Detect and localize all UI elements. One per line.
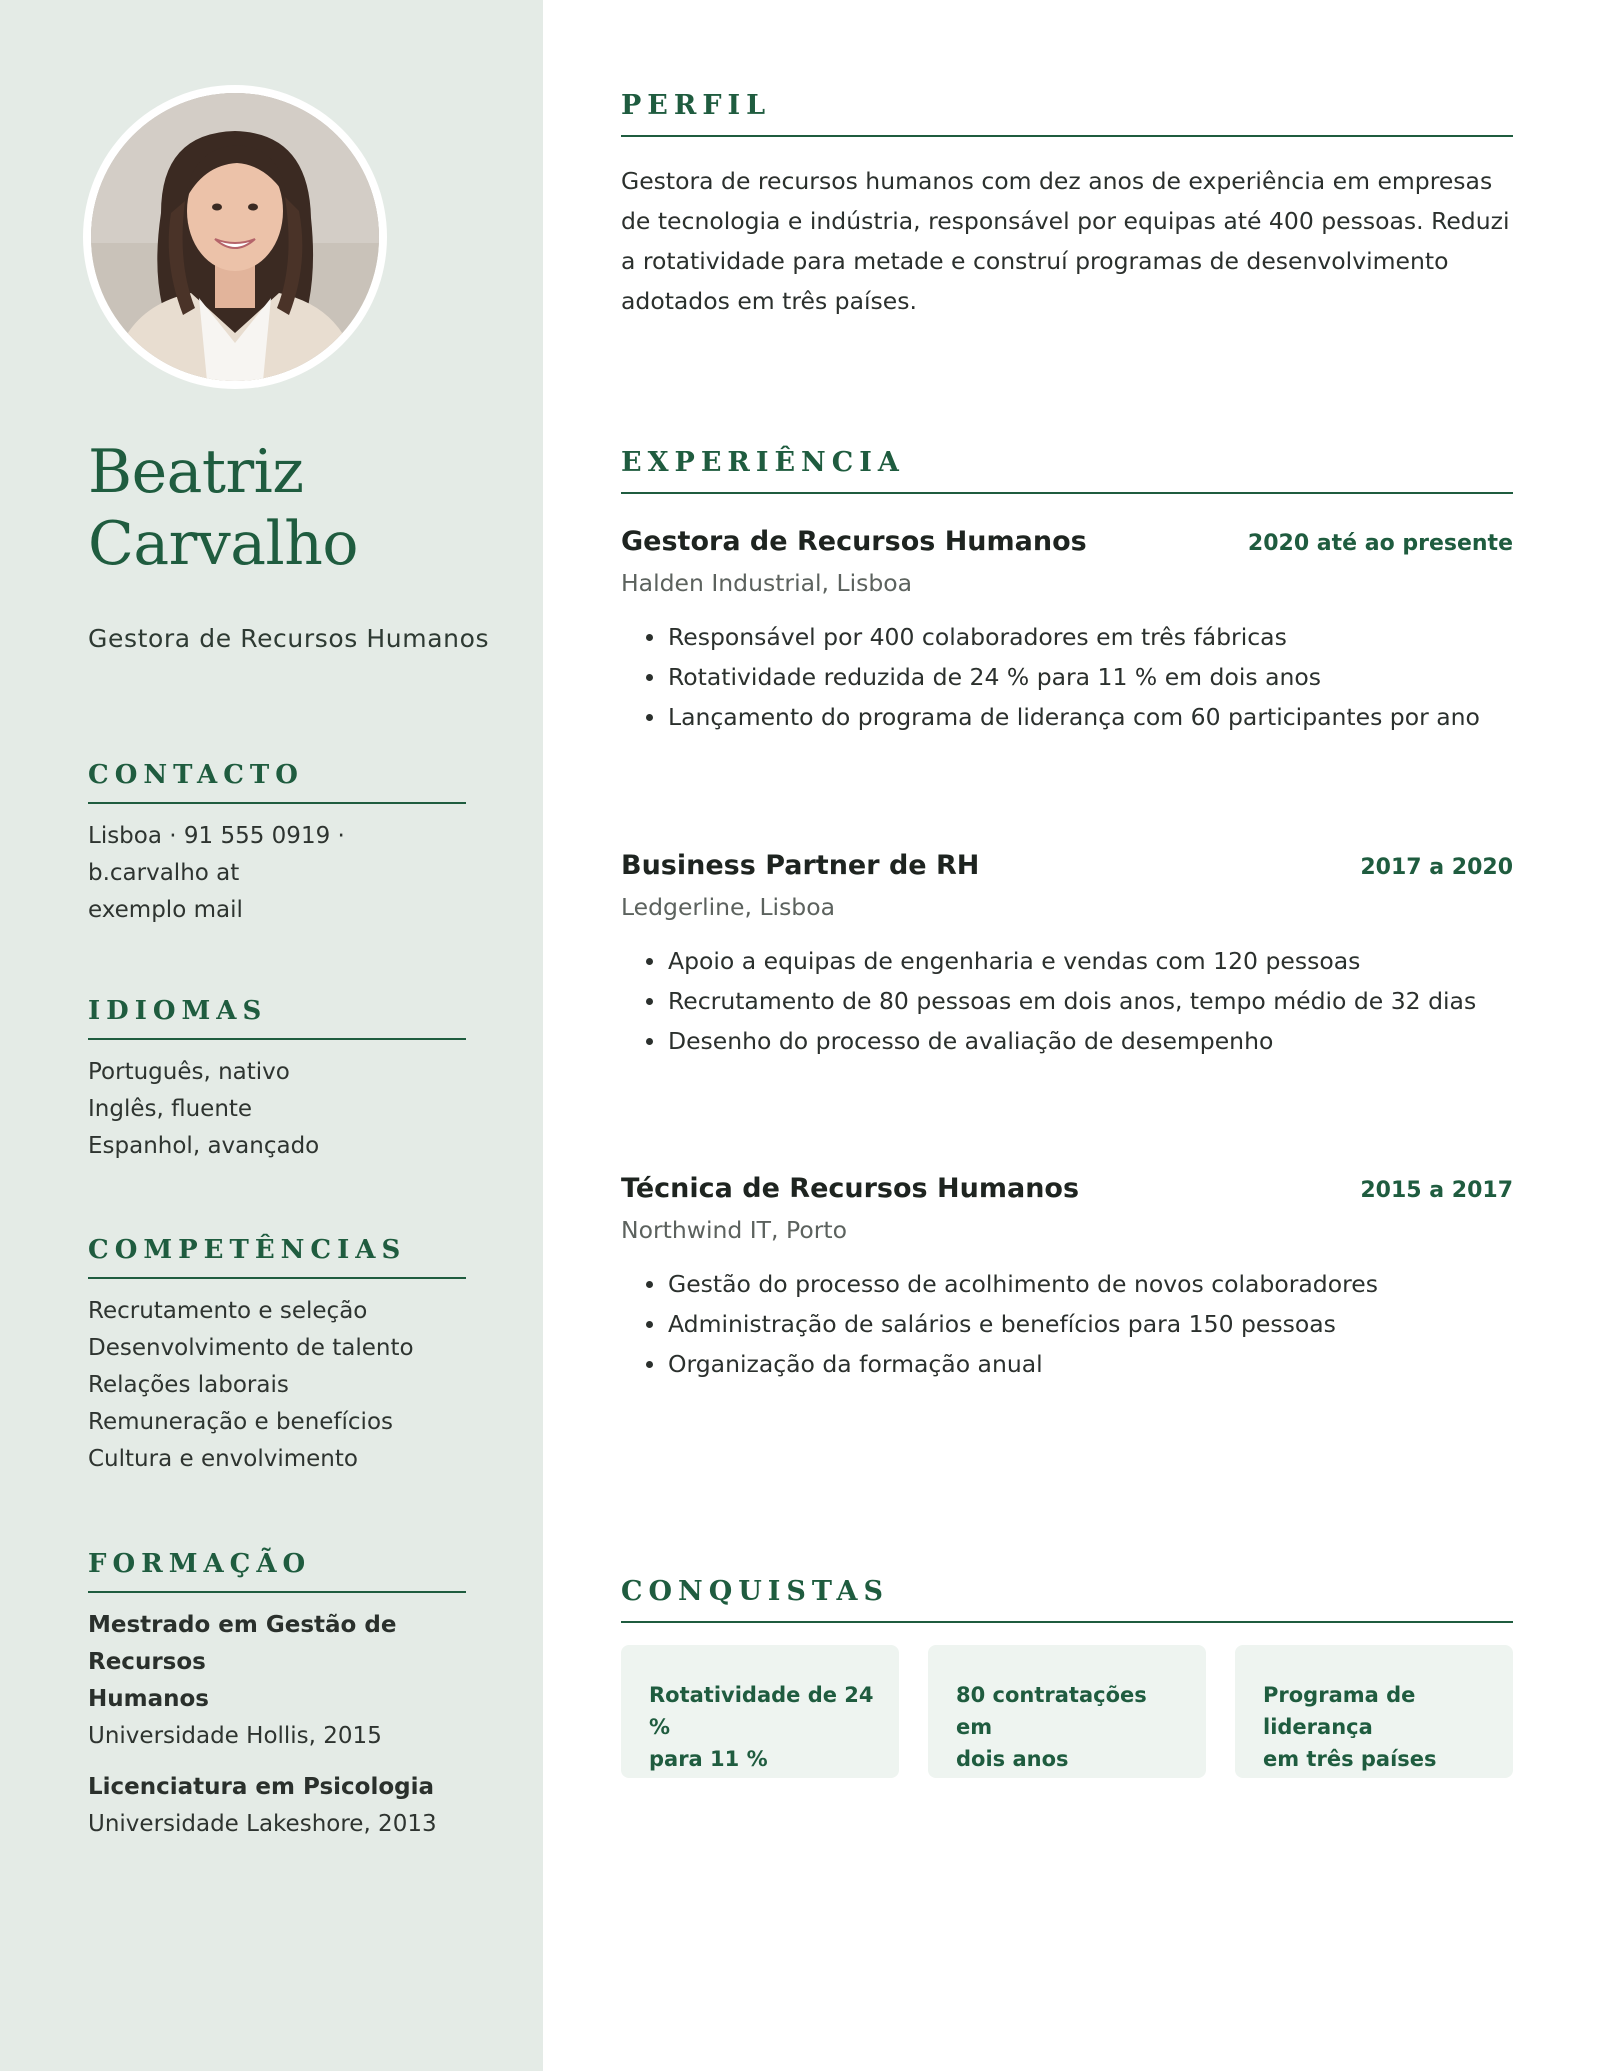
job-bullet: Recrutamento de 80 pessoas em dois anos, tempo médio de 32 dias [621,981,1513,1021]
job-entry [621,526,1513,737]
contact-body [88,818,466,929]
achievement-text: para 11 % [649,1747,768,1771]
degree-school: Universidade Hollis, 2015 [88,1723,382,1749]
job-dates: 2015 a 2017 [1360,1178,1513,1203]
education-heading: FORMAÇÃO [88,1549,466,1593]
job-company: Northwind IT, Porto [621,1216,847,1244]
job-bullet: Rotatividade reduzida de 24 % para 11 % em dois anos [621,657,1513,697]
achievements-heading: CONQUISTAS [621,1576,1513,1623]
sidebar [0,0,543,2071]
contact-line: Lisboa · 91 555 0919 · b.carvalho at [88,823,345,886]
languages-heading: IDIOMAS [88,996,466,1040]
profile-summary: Gestora de recursos humanos com dez anos de experiência em empresas de tecnologia e indústria, responsável por equipas até 400 pessoas. Reduzi a rotatividade para metade e construí programas de desenvolvimento adotados em três países. [621,167,1510,315]
job-title: Business Partner de RH [621,850,980,881]
achievement-text: Programa de liderança [1263,1683,1416,1739]
contact-line: exemplo mail [88,897,243,923]
job-company: Ledgerline, Lisboa [621,893,836,921]
achievements-section [621,1576,1513,1778]
candidate-role: Gestora de Recursos Humanos [88,624,490,653]
job-bullet: Desenho do processo de avaliação de desempenho [621,1021,1513,1061]
achievement-text: dois anos [956,1747,1069,1771]
languages-section [88,996,466,1165]
achievement-cards [621,1645,1513,1778]
job-bullets [621,1264,1513,1384]
job-bullet: Administração de salários e benefícios para 150 pessoas [621,1304,1513,1344]
job-bullet: Organização da formação anual [621,1344,1513,1384]
degree-school: Universidade Lakeshore, 2013 [88,1811,437,1837]
language-item: Inglês, fluente [88,1096,253,1122]
skill-item: Desenvolvimento de talento [88,1335,414,1361]
contact-heading: CONTACTO [88,760,466,804]
skills-list [88,1293,466,1478]
job-title: Técnica de Recursos Humanos [621,1173,1080,1204]
achievement-card [621,1645,899,1778]
skills-section [88,1235,466,1478]
skill-item: Relações laborais [88,1372,289,1398]
achievement-text: em três países [1263,1747,1437,1771]
education-list [88,1607,466,1843]
degree-title: Humanos [88,1686,209,1712]
education-item [88,1769,466,1843]
profile-section [621,90,1513,321]
contact-section [88,760,466,929]
name-last: Carvalho [88,509,358,579]
job-bullet: Lançamento do programa de liderança com 60 participantes por ano [621,697,1513,737]
profile-photo-frame [83,85,387,389]
skill-item: Remuneração e benefícios [88,1409,393,1435]
job-company: Halden Industrial, Lisboa [621,569,913,597]
achievement-card [1235,1645,1513,1778]
job-dates: 2017 a 2020 [1360,855,1513,880]
language-item: Espanhol, avançado [88,1133,320,1159]
experience-heading: EXPERIÊNCIA [621,447,1513,494]
language-item: Português, nativo [88,1059,290,1085]
job-title: Gestora de Recursos Humanos [621,526,1087,557]
achievement-text: 80 contratações em [956,1683,1147,1739]
job-entry [621,850,1513,1061]
languages-list [88,1054,466,1165]
degree-title: Licenciatura em Psicologia [88,1774,435,1800]
job-bullet: Responsável por 400 colaboradores em três fábricas [621,617,1513,657]
name-first: Beatriz [88,437,304,507]
job-entry [621,1173,1513,1384]
achievement-text: Rotatividade de 24 % [649,1683,874,1739]
skill-item: Cultura e envolvimento [88,1446,358,1472]
job-bullets [621,941,1513,1061]
job-bullet: Gestão do processo de acolhimento de novos colaboradores [621,1264,1513,1304]
experience-section [621,447,1513,494]
education-item [88,1607,466,1755]
job-dates: 2020 até ao presente [1247,531,1513,556]
profile-photo [91,93,379,381]
profile-heading: PERFIL [621,90,1513,137]
job-bullets [621,617,1513,737]
job-bullet: Apoio a equipas de engenharia e vendas com 120 pessoas [621,941,1513,981]
portrait-image [91,93,379,381]
candidate-name [88,436,508,580]
skills-heading: COMPETÊNCIAS [88,1235,466,1279]
education-section [88,1549,466,1843]
degree-title: Mestrado em Gestão de Recursos [88,1612,397,1675]
achievement-card [928,1645,1206,1778]
skill-item: Recrutamento e seleção [88,1298,368,1324]
